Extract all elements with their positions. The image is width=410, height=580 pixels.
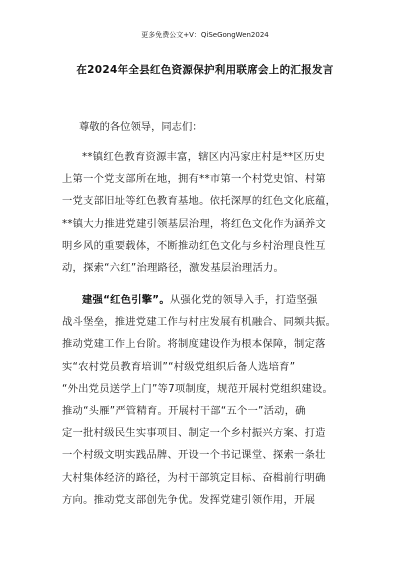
paragraph-line: 动，探索“六红”治理路径，激发基层治理活力。: [62, 261, 285, 274]
paragraph-line: 上第一个党支部所在地，拥有**市第一个村党史馆、村第: [62, 173, 326, 186]
paragraph-line: **镇大力推进党建引领基层治理，将红色文化作为涵养文: [62, 217, 326, 230]
paragraph-line: 一个村级文明实践品牌、开设一个书记课堂、探索一条壮: [62, 449, 326, 462]
paragraph-line: 战斗堡垒，推进党建工作与村庄发展有机融合、同频共振。: [62, 316, 337, 329]
paragraph-line: 一党支部旧址等红色教育基地。依托深厚的红色文化底蕴，: [62, 195, 337, 208]
paragraph-line: 推动“头雁”严管精育。开展村干部“五个一”活动，确: [62, 404, 306, 417]
paragraph-line: 明乡风的重要载体，不断推动红色文化与乡村治理良性互: [62, 239, 326, 252]
document-title: 在2024年全县红色资源保护利用联席会上的汇报发言: [76, 64, 334, 76]
paragraph-line: 方向。推动党支部创先争优。发挥党建引领作用，开展: [62, 493, 316, 506]
salutation: 尊敬的各位领导，同志们：: [79, 121, 203, 133]
paragraph-line: “外出党员送学上门”等7项制度，规范开展村党组织建设。: [62, 382, 334, 395]
paragraph-first-line: [62, 289, 352, 311]
paragraph-1: [62, 146, 352, 279]
paragraph-line: 推动党建工作上台阶。将制度建设作为根本保障，制定落: [62, 338, 326, 351]
paragraph-line: 定一批村级民生实事项目、制定一个乡村振兴方案、打造: [62, 427, 326, 440]
header-note: 更多免费公文+V：QiSeGongWen2024: [141, 31, 269, 39]
paragraph-line: 实“农村党员教育培训”“村级党组织后备人选培育”: [62, 360, 296, 373]
section-heading: 建强“红色引擎”。: [82, 294, 170, 306]
paragraph-line: 大村集体经济的路径，为村干部筑定目标、奋楫前行明确: [62, 471, 326, 484]
paragraph-line: **镇红色教育资源丰富，辖区内冯家庄村是**区历史: [82, 151, 326, 163]
paragraph-line-rest: 从强化党的领导入手，打造坚强: [169, 294, 318, 306]
paragraph-2: [62, 289, 352, 511]
